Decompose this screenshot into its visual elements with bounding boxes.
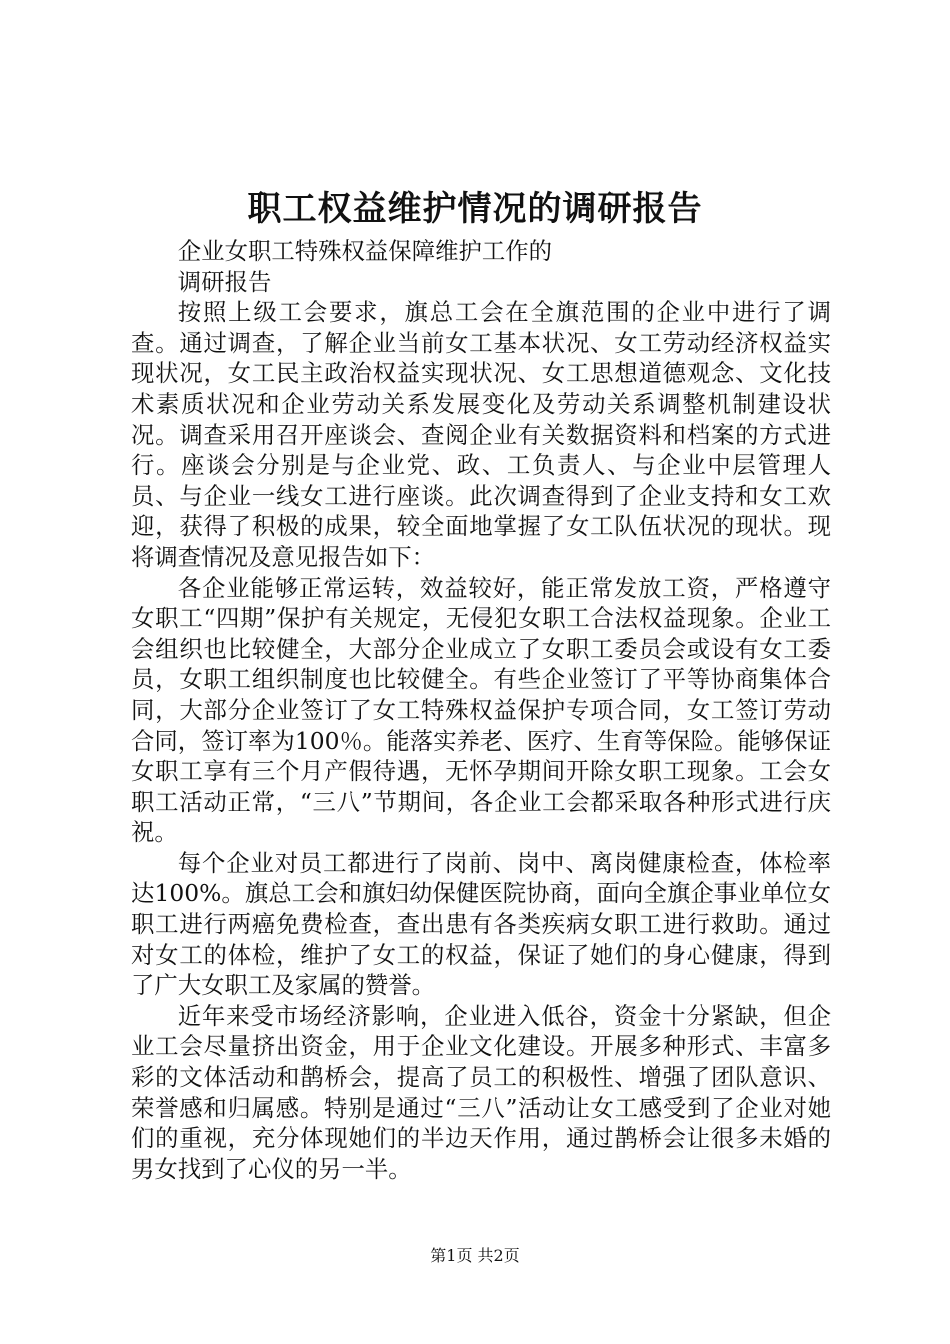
subtitle-line-2: 调研报告	[177, 267, 272, 296]
paragraph-2: 各企业能够正常运转，效益较好，能正常发放工资，严格遵守女职工“四期”保护有关规定，无侵犯女职工合法权益现象。企业工会组织也比较健全，大部分企业成立了女职工委员会或设有女工委员，女职工组织制度也比较健全。有些企业签订了平等协商集体合同，大部分企业签订了女工特殊权益保护专项合同，女工签订劳动合同，签订率为100％。能落实养老、医疗、生育等保险。能够保证女职工享有三个月产假待遇，无怀孕期间开除女职工现象。工会女职工活动正常，“三八”节期间，各企业工会都采取各种形式进行庆祝。	[131, 573, 831, 847]
paragraph-1: 按照上级工会要求，旗总工会在全旗范围的企业中进行了调查。通过调查，了解企业当前女工基本状况、女工劳动经济权益实现状况，女工民主政治权益实现状况、女工思想道德观念、文化技术素质状况和企业劳动关系发展变化及劳动关系调整机制建设状况。调查采用召开座谈会、查阅企业有关数据资料和档案的方式进行。座谈会分别是与企业党、政、工负责人、与企业中层管理人员、与企业一线女工进行座谈。此次调查得到了企业支持和女工欢迎，获得了积极的成果，较全面地掌握了女工队伍状况的现状。现将调查情况及意见报告如下：	[131, 298, 831, 571]
paragraph-4: 近年来受市场经济影响，企业进入低谷，资金十分紧缺，但企业工会尽量挤出资金，用于企业文化建设。开展多种形式、丰富多彩的文体活动和鹊桥会，提高了员工的积极性、增强了团队意识、荣誉感和归属感。特别是通过“三八”活动让女工感受到了企业对她们的重视，充分体现她们的半边天作用，通过鹊桥会让很多未婚的男女找到了心仪的另一半。	[131, 1001, 831, 1183]
subtitle-line-1: 企业女职工特殊权益保障维护工作的	[177, 237, 553, 265]
page-footer: 第1页 共2页	[430, 1246, 520, 1265]
document-body	[131, 236, 831, 1184]
paragraph-3: 每个企业对员工都进行了岗前、岗中、离岗健康检查，体检率达100%。旗总工会和旗妇幼保健医院协商，面向全旗企事业单位女职工进行两癌免费检查，查出患有各类疾病女职工进行救助。通过对女工的体检，维护了女工的权益，保证了她们的身心健康，得到了广大女职工及家属的赞誉。	[131, 848, 831, 1000]
document-title: 职工权益维护情况的调研报告	[247, 189, 703, 229]
